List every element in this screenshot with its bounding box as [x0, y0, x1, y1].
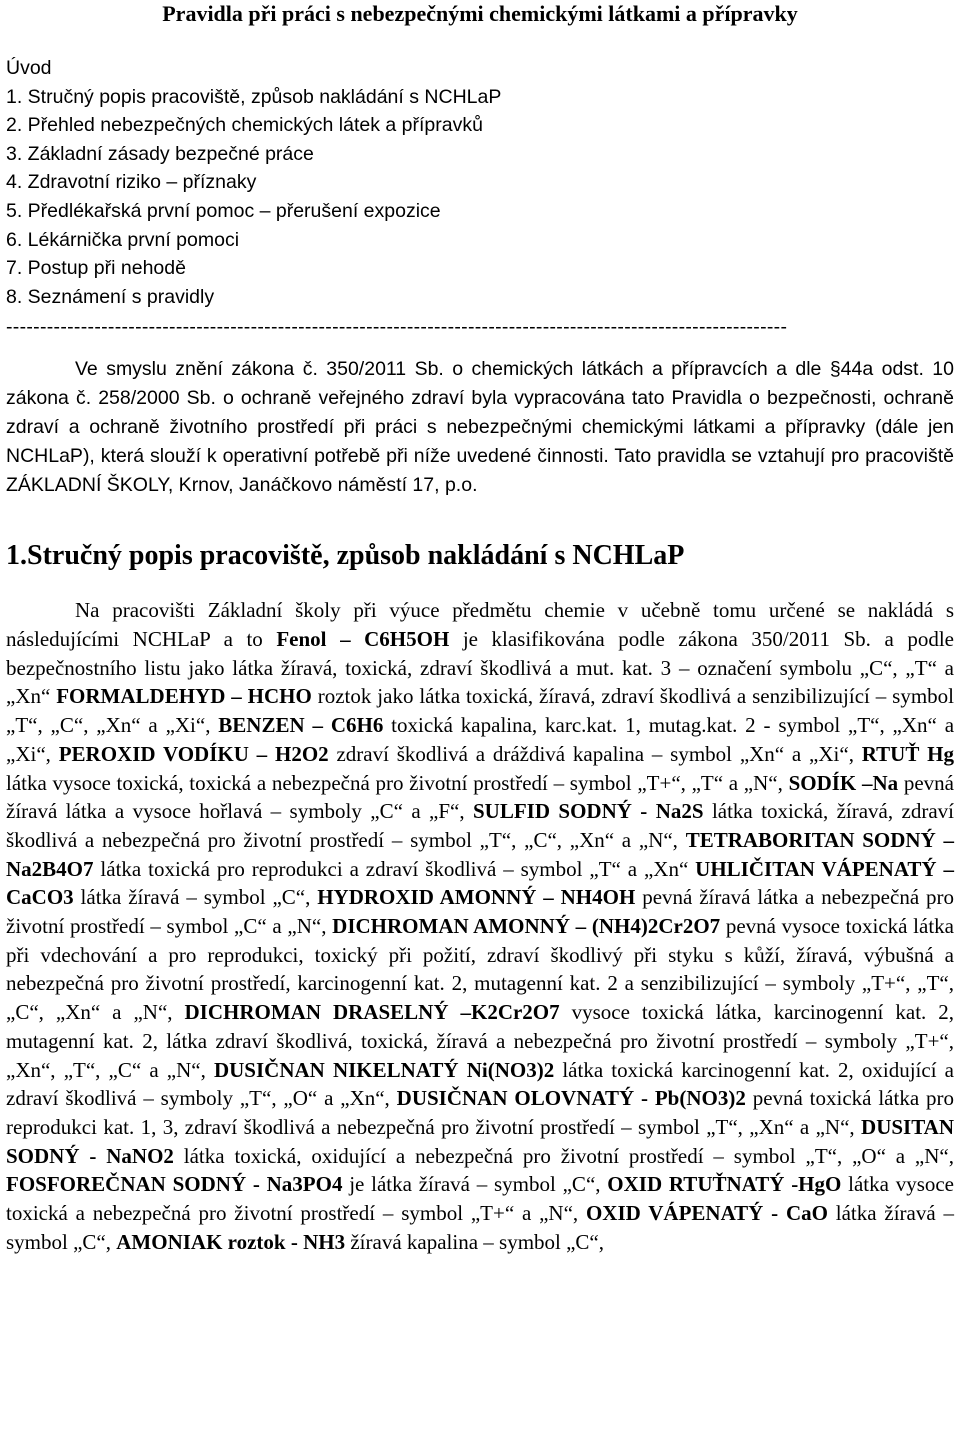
- substance-name: DUSIČNAN NIKELNATÝ Ni(NO3)2: [213, 1057, 555, 1082]
- paragraph-text: látka žíravá – symbol „C“,: [73, 885, 318, 910]
- paragraph-text: pevná vysoce toxická látka při vdechování a pro reprodukci, toxický při požití, zdraví škodlivý při styku s kůží, žíravá, výbušná a nebezpečná pro životní prostředí, karcinogenní kat. 2, mutagenní kat. 2 a senzibilizující – symboly „T+“, „T“, „C“, „Xn“ a „N“,: [6, 914, 954, 1025]
- toc-item-3: 3. Základní zásady bezpečné práce: [6, 142, 314, 165]
- toc-item-5: 5. Předlékařská první pomoc – přerušení expozice: [6, 199, 441, 222]
- substance-name: DICHROMAN AMONNÝ – (NH4)2Cr2O7: [332, 914, 721, 939]
- paragraph-text: žíravá kapalina – symbol „C“,: [345, 1229, 605, 1254]
- paragraph-text: látka žíravá – symbol „C“,: [6, 1201, 954, 1254]
- paragraph-text: látka toxická, oxidující a nebezpečná pro životní prostředí – symbol „T“, „O“ a „N“,: [173, 1143, 954, 1168]
- toc-item-8: 8. Seznámení s pravidly: [6, 285, 215, 308]
- paragraph-text: látka toxická karcinogenní kat. 2, oxidující a zdraví škodlivá – symboly „T“, „O“ a „Xn“,: [6, 1057, 954, 1111]
- toc-item-1: 1. Stručný popis pracoviště, způsob nakládání s NCHLaP: [6, 85, 502, 108]
- section-1-paragraph: [6, 596, 954, 1256]
- intro-paragraph: Ve smyslu znění zákona č. 350/2011 Sb. o chemických látkách a přípravcích a dle §44a odst. 10 zákona č. 258/2000 Sb. o ochraně veřejného zdraví byla vypracována tato Pravidla o bezpečnosti, ochraně zdraví a ochraně životního prostředí při práci s nebezpečnými chemickými látkami a přípravky (dále jen NCHLaP), která slouží k operativní potřebě při níže uvedené činnosti. Tato pravidla se vztahují pro pracoviště ZÁKLADNÍ ŠKOLY, Krnov, Janáčkovo náměstí 17, p.o.: [6, 358, 954, 496]
- substance-name: DUSITAN SODNÝ - NaNO2: [6, 1114, 954, 1168]
- substance-name: HYDROXID AMONNÝ – NH4OH: [317, 885, 636, 910]
- substance-name: RTUŤ Hg: [861, 741, 954, 766]
- paragraph-text: Na pracovišti Základní školy při výuce předmětu chemie v učebně tomu určené se nakládá s následujícími NCHLaP a to: [6, 598, 954, 652]
- substance-name: SULFID SODNÝ - Na2S: [473, 799, 704, 824]
- substance-name: OXID VÁPENATÝ - CaO: [585, 1201, 828, 1226]
- document-title: Pravidla při práci s nebezpečnými chemickými látkami a přípravky: [162, 1, 798, 26]
- substance-name: BENZEN – C6H6: [218, 713, 384, 738]
- paragraph-text: látka vysoce toxická a nebezpečná pro životní prostředí – symbol „T+“ a „N“,: [6, 1172, 955, 1226]
- paragraph-text: toxická kapalina, karc.kat. 1, mutag.kat. 2 - symbol „T“, „Xn“ a „Xi“,: [6, 713, 955, 766]
- substance-name: SODÍK –Na: [788, 770, 899, 795]
- substance-name: PEROXID VODÍKU – H2O2: [58, 741, 329, 766]
- dashed-separator: -------------------------------------------------------------------------------------------------------------------: [6, 316, 788, 339]
- substance-name: DUSIČNAN OLOVNATÝ - Pb(NO3)2: [396, 1086, 746, 1111]
- paragraph-text: pevná žíravá látka a nebezpečná pro životní prostředí – symbol „C“ a „N“,: [6, 885, 955, 939]
- substance-name: OXID RTUŤNATÝ -HgO: [607, 1172, 842, 1197]
- paragraph-text: zdraví škodlivá a dráždivá kapalina – symbol „Xn“ a „Xi“,: [328, 741, 862, 766]
- table-of-contents: [6, 54, 954, 311]
- toc-item-intro: Úvod: [6, 57, 52, 79]
- paragraph-text: látka toxická pro reprodukci a zdraví škodlivá – symbol „T“ a „Xn“: [93, 856, 696, 881]
- toc-item-6: 6. Lékárnička první pomoci: [6, 228, 240, 251]
- toc-item-7: 7. Postup při nehodě: [6, 257, 186, 280]
- toc-item-2: 2. Přehled nebezpečných chemických látek a přípravků: [6, 114, 483, 137]
- paragraph-text: je látka žíravá – symbol „C“,: [342, 1172, 608, 1197]
- substance-name: FOSFOREČNAN SODNÝ - Na3PO4: [6, 1172, 343, 1197]
- paragraph-text: je klasifikována podle zákona 350/2011 Sb. a podle bezpečnostního listu jako látka žíravá, toxická, zdraví škodlivá a mut. kat. 3 – označení symbolu „C“, „T“ a „Xn“: [6, 627, 954, 709]
- paragraph-text: roztok jako látka toxická, žíravá, zdraví škodlivá a senzibilizující – symbol „T“, „C“, „Xn“ a „Xi“,: [6, 684, 955, 738]
- paragraph-text: látka toxická, žíravá, zdraví škodlivá a nebezpečná pro životní prostředí – symbol „T“, „C“, „Xn“ a „N“,: [6, 799, 954, 852]
- toc-item-4: 4. Zdravotní riziko – příznaky: [6, 171, 257, 194]
- substance-name: TETRABORITAN SODNÝ – Na2B4O7: [6, 827, 954, 881]
- substance-name: DICHROMAN DRASELNÝ –K2Cr2O7: [184, 1000, 560, 1025]
- paragraph-text: vysoce toxická látka, karcinogenní kat. 2, mutagenní kat. 2, látka zdraví škodlivá, toxická, žíravá a nebezpečná pro životní prostředí – symboly „T+“, „Xn“, „T“, „C“ a „N“,: [6, 1000, 955, 1082]
- substance-name: FORMALDEHYD – HCHO: [56, 684, 312, 709]
- substance-name: AMONIAK roztok - NH3: [116, 1229, 346, 1254]
- substance-name: Fenol – C6H5OH: [276, 627, 450, 652]
- substance-name: UHLIČITAN VÁPENATÝ – CaCO3: [6, 856, 954, 910]
- section-1-heading: 1.Stručný popis pracoviště, způsob nakládání s NCHLaP: [6, 540, 685, 572]
- paragraph-text: pevná žíravá látka a vysoce hořlavá – symboly „C“ a „F“,: [6, 770, 954, 824]
- paragraph-text: látka vysoce toxická, toxická a nebezpečná pro životní prostředí – symbol „T+“, „T“ a „N“,: [6, 770, 789, 795]
- paragraph-text: pevná toxická látka pro reprodukci kat. 1, 3, zdraví škodlivá a nebezpečná pro životní prostředí – symbol „T“, „Xn“ a „N“,: [6, 1086, 954, 1139]
